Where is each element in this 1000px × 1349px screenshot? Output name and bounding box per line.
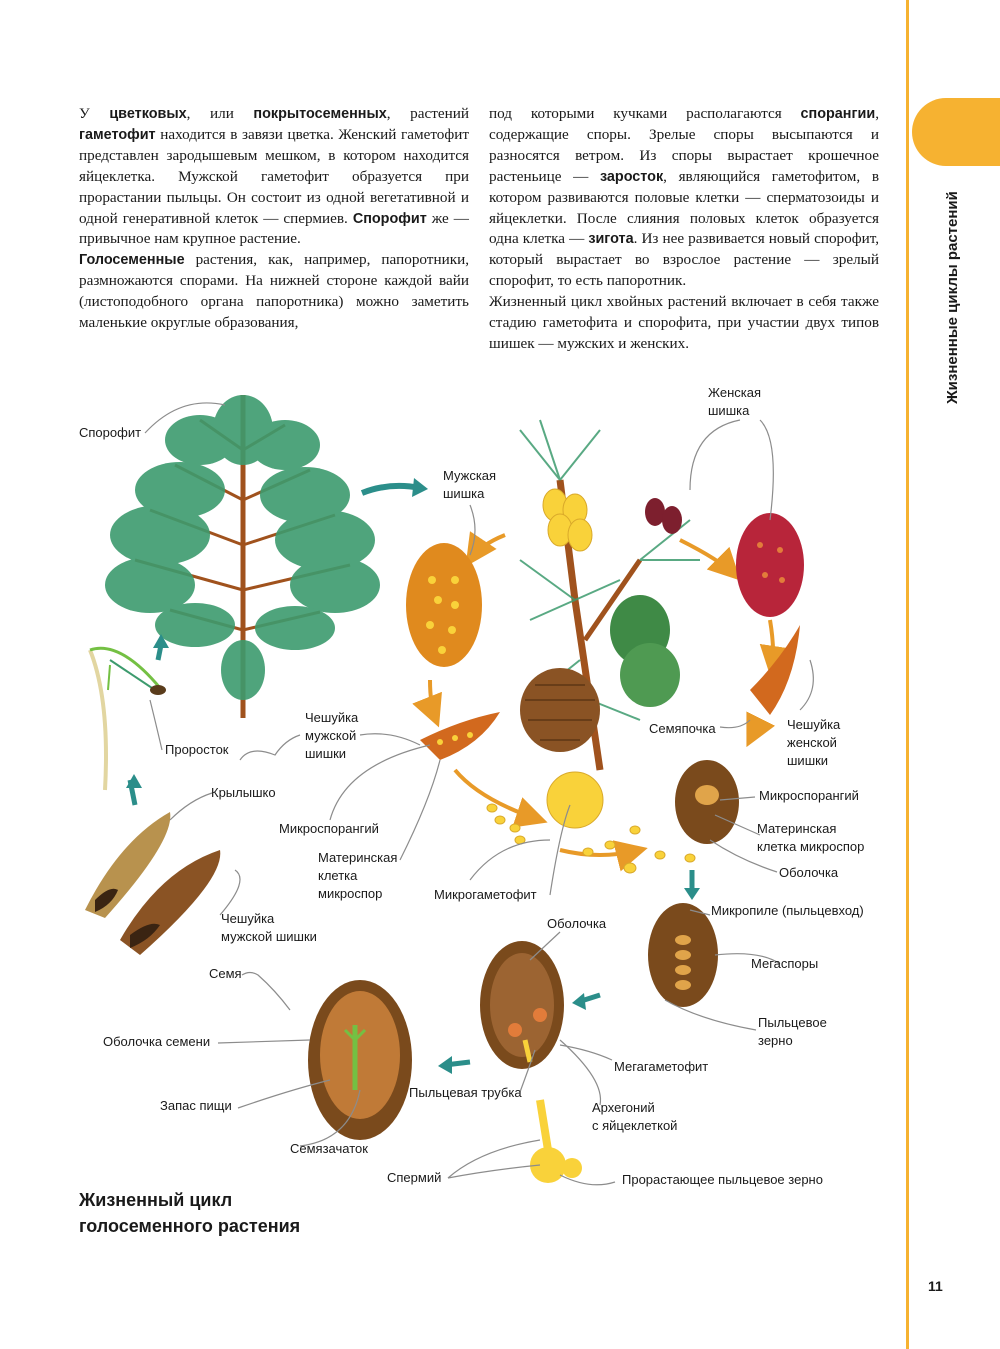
label-embryo: Семязачаток [290,1141,368,1156]
label-seed-coat: Оболочка семени [103,1034,211,1049]
label-sporophyte: Спорофит [79,425,142,440]
side-title [944,185,966,410]
text-run: находится в завязи цветка. Женский гаметофит представлен зародышевым мешком, в котором находится яйцеклетка. Мужской гаметофит образуется при прорастании пыльцы. Он состоит из одной вегетативной и одной генеративной клеток — спермиев. [79,125,469,227]
label-wing: Крылышко [211,785,276,800]
label-microsporangium-right: Микроспорангий [759,788,859,803]
text-run: , растений [386,105,469,122]
bold-term: зигота [588,231,634,248]
margin-rule [906,0,909,1349]
label-ovule: Семяпочка [649,721,716,736]
label-integument-mid: Оболочка [547,916,607,931]
paragraph [489,104,879,292]
paragraph [489,292,879,355]
pine-sporophyte-illustration [105,395,380,718]
female-cone-illustration [736,513,804,617]
bold-term: Голосеменные [79,252,185,269]
figure-title: Жизненный цикл голосеменного растения [79,1190,301,1236]
paragraph [79,104,469,250]
page-number: 11 [928,1278,943,1294]
bold-term: заросток [599,168,664,185]
text-run: , содержащие споры. Зрелые споры высыпаются и разносятся ветром. Из споры вырастает крошечное растеньице — [489,105,879,185]
label-female-cone: Женская шишка [708,385,761,418]
text-run: У [79,105,110,122]
text-run: , являющийся гаметофитом, в котором развиваются половые клетки — сперматозоиды и яйцеклетки. После слияния половых клеток образуется одна клетка — [489,167,879,248]
label-archegonium: Архегоний с яйцеклеткой [592,1100,678,1133]
label-food-supply: Запас пищи [160,1098,232,1113]
label-microgametophyte: Микрогаметофит [434,887,537,902]
text-run: под которыми кучками располагаются [489,105,801,122]
label-germinating-pollen: Прорастающее пыльцевое зерно [622,1172,823,1187]
text-column-right [489,104,879,355]
megagametophyte-illustration [480,941,564,1069]
chapter-tab [912,98,1000,166]
label-integument-right: Оболочка [779,865,839,880]
text-run: , или [186,105,254,122]
label-microspore-mother-left: Материнская клетка микроспор [318,850,398,901]
teal-arrow [362,486,420,493]
germinating-pollen-illustration [530,1100,582,1183]
side-title-text: Жизненные циклы растений [944,191,961,404]
text-run: Жизненный цикл хвойных растений включает в себя также стадию гаметофита и спорофита, при участии двух типов шишек — мужских и женских. [489,293,879,352]
bold-term: спорангии [800,106,876,122]
label-pollen-tube: Пыльцевая трубка [409,1085,522,1100]
label-seedling: Проросток [165,742,229,757]
label-megagametophyte: Мегагаметофит [614,1059,709,1074]
bold-term: цветковых [109,106,187,122]
text-run: растения, как, например, папоротники, размножаются спорами. На нижней стороне каждой вайи (листоподобного органа папоротника) можно заметить маленькие округлые образования, [79,251,469,332]
label-seed: Семя [209,966,242,981]
winged-seeds-illustration [85,812,220,955]
bold-term: Спорофит [352,210,427,227]
male-cone-illustration [406,543,482,667]
life-cycle-diagram [0,380,900,1240]
seed-illustration [308,980,412,1140]
text-run: . Из нее развивается новый спорофит, который вырастает во взрослое растение — зрелый спорофит, то есть папоротник. [489,230,879,290]
label-pollen-grain: Пыльцевое зерно [758,1015,827,1048]
label-sperm: Спермий [387,1170,442,1185]
label-microspore-mother-right: Материнская клетка микроспор [757,821,865,854]
label-male-scale: Чешуйка мужской шишки [305,710,359,761]
text-run: же — привычное нам крупное растение. [79,209,469,248]
label-female-scale: Чешуйка женской шишки [787,717,841,768]
text-column-left [79,104,469,334]
label-micropyle: Микропиле (пыльцевход) [711,903,864,918]
label-male-scale-2: Чешуйка мужской шишки [221,911,317,944]
label-megaspores: Мегаспоры [751,956,819,971]
bold-term: покрытосеменных [253,106,387,122]
pine-branch-illustration [520,420,700,770]
paragraph [79,250,469,334]
female-scale-illustration [750,625,800,715]
male-scale-illustration [420,712,500,760]
bold-term: гаметофит [79,126,156,143]
label-male-cone: Мужская шишка [443,468,497,501]
label-microsporangium-left: Микроспорангий [279,821,379,836]
pollen-illustration [487,772,695,873]
teal-arrow-head [412,478,428,497]
